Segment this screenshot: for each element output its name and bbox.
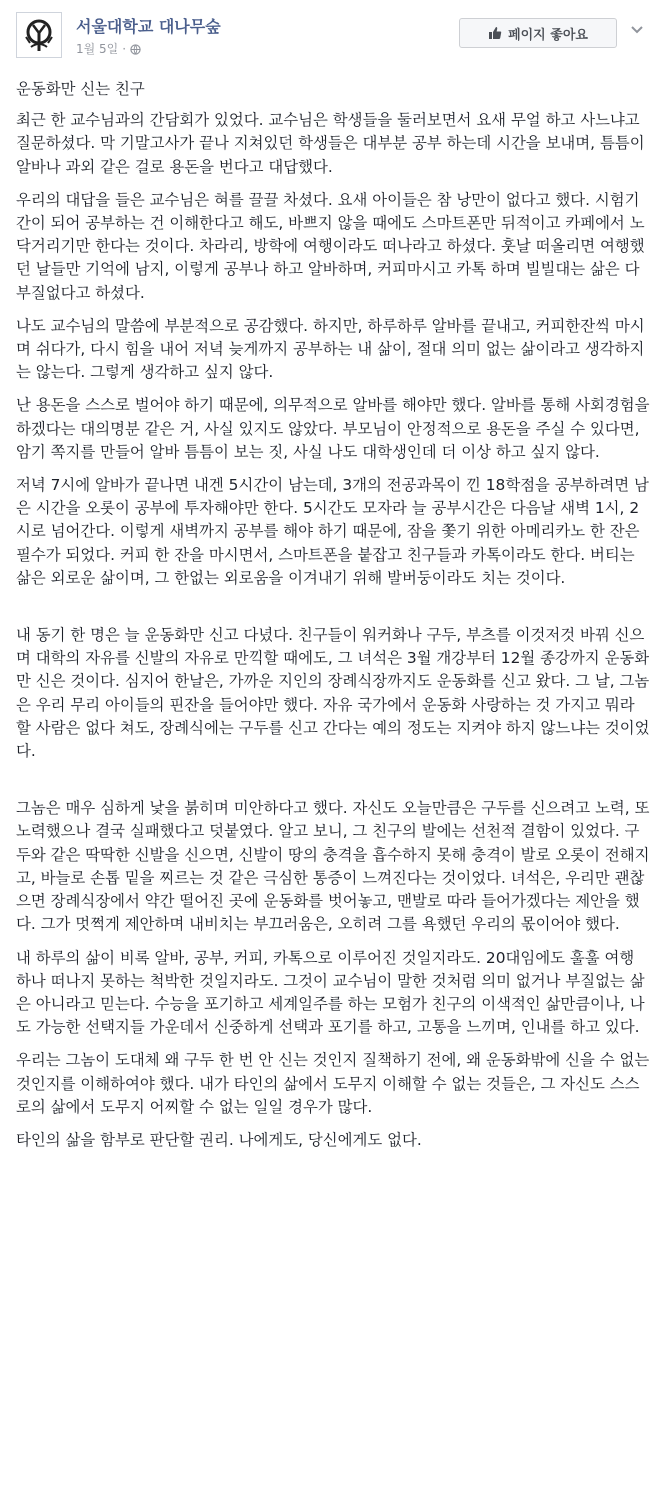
post-paragraph-9: 우리는 그놈이 도대체 왜 구두 한 번 안 신는 것인지 질책하기 전에, 왜 운동화밖에 신을 수 없는 것인지를 이해하여야 했다. 내가 타인의 삶에서 도무지 이해할 수 없는 것들은, 그 자신도 스스로의 삶에서 도무지 어찌할 수 없는 일일 경우가 많다.: [16, 1051, 650, 1116]
post-paragraph-5: 저녁 7시에 알바가 끝나면 내겐 5시간이 남는데, 3개의 전공과목이 낀 18학점을 공부하려면 남은 시간을 오롯이 공부에 투자해야만 한다. 5시간도 모자라 늘 공부시간은 다음날 새벽 1시, 2시로 넘어간다. 이렇게 새벽까지 공부를 해야 하기 때문에, 잠을 쫓기 위한 아메리카노 한 잔은 필수가 되었다. 커피 한 잔을 마시면서, 스마트폰을 붙잡고 친구들과 카톡이라도 한다. 버티는 삶은 외로운 삶이며, 그 한없는 외로움을 이겨내기 위해 발버둥이라도 치는 것이다.: [16, 476, 649, 587]
bamboo-logo-icon: [17, 13, 61, 57]
post-paragraph-7: 그놈은 매우 심하게 낯을 붉히며 미안하다고 했다. 자신도 오늘만큼은 구두를 신으려고 노력, 또 노력했으나 결국 실패했다고 덧붙였다. 알고 보니, 그 친구의 발에는 선천적 결함이 있었다. 구두와 같은 딱딱한 신발을 신으면, 신발이 땅의 충격을 흡수하지 못해 충격이 발로 오롯이 전해지고, 바늘로 손톱 밑을 찌르는 것 같은 극심한 통증이 느껴진다는 것이었다. 녀석은, 우리만 괜찮으면 장례식장에서 약간 떨어진 곳에 운동화를 벗어놓고, 맨발로 따라 들어가겠다는 제안을 했다. 그가 멋쩍게 제안하며 내비치는 부끄러움은, 오히려 그를 욕했던 우리의 몫이어야 했다.: [16, 799, 650, 934]
post-paragraph-2: 우리의 대답을 들은 교수님은 혀를 끌끌 차셨다. 요새 아이들은 참 낭만이 없다고 했다. 시험기간이 되어 공부하는 건 이해한다고 해도, 바쁘지 않을 때에도 스마트폰만 뒤적이고 카페에서 노닥거리기만 한다는 것이다. 차라리, 방학에 여행이라도 떠나라고 하셨다. 훗날 떠올리면 여행했던 날들만 기억에 남지, 이렇게 공부나 하고 알바하며, 커피마시고 카톡 하며 빌빌대는 삶은 다 부질없다고 하셨다.: [16, 190, 645, 302]
post-paragraph-6: 내 동기 한 명은 늘 운동화만 신고 다녔다. 친구들이 워커화나 구두, 부츠를 이것저것 바꿔 신으며 대학의 자유를 신발의 자유로 만끽할 때에도, 그 녀석은 3월 개강부터 12월 종강까지 운동화만 신은 것이다. 심지어 한날은, 가까운 지인의 장례식장까지도 운동화를 신고 왔다. 그 날, 그놈은 우리 무리 아이들의 핀잔을 들어야만 했다. 자유 국가에서 운동화 사랑하는 것 가지고 뭐라 할 사람은 없다 쳐도, 장례식에는 구두를 신고 간다는 예의 정도는 지켜야 하지 않느냐는 것이었다.: [16, 626, 650, 761]
page-like-label: 페이지 좋아요: [508, 27, 588, 43]
post-paragraph-3: 나도 교수님의 말씀에 부분적으로 공감했다. 하지만, 하루하루 알바를 끝내고, 커피한잔씩 마시며 쉬다가, 다시 힘을 내어 저녁 늦게까지 공부하는 내 삶이, 절대 의미 없는 삶이라고 생각하지는 않는다. 그렇게 생각하고 싶지 않다.: [16, 316, 645, 382]
post-date[interactable]: 1월 5일: [76, 42, 119, 56]
post-content: [16, 78, 651, 1152]
page-like-button[interactable]: [459, 18, 617, 48]
meta-separator: ·: [122, 42, 127, 56]
page-name-link[interactable]: 서울대학교 대나무숲: [76, 17, 221, 36]
thumbs-up-icon: [488, 26, 502, 40]
page-avatar[interactable]: [16, 12, 62, 58]
post-paragraph-4: 난 용돈을 스스로 벌어야 하기 때문에, 의무적으로 알바를 해야만 했다. 알바를 통해 사회경험을 하겠다는 대의명분 같은 거, 사실 있지도 않았다. 부모님이 안정적으로 용돈을 주실 수 있다면, 암기 쪽지를 만들어 알바 틈틈이 보는 짓, 사실 나도 대학생인데 더 이상 하고 싶지 않다.: [16, 396, 650, 461]
globe-icon: [130, 44, 141, 55]
post-title: 운동화만 신는 친구: [16, 80, 145, 98]
post-meta: [76, 40, 141, 57]
post-paragraph-1: 최근 한 교수님과의 간담회가 있었다. 교수님은 학생들을 둘러보면서 요새 무얼 하고 사느냐고 질문하셨다. 막 기말고사가 끝나 지쳐있던 학생들은 대부분 공부 하는데 시간을 보내며, 틈틈이 알바나 과외 같은 걸로 용돈을 번다고 대답했다.: [16, 111, 645, 176]
post-header: [16, 10, 649, 60]
post-paragraph-8: 내 하루의 삶이 비록 알바, 공부, 커피, 카톡으로 이루어진 것일지라도. 20대임에도 훌훌 여행 하나 떠나지 못하는 척박한 것일지라도. 그것이 교수님이 말한 것처럼 의미 없거나 부질없는 삶은 아니라고 믿는다. 수능을 포기하고 세계일주를 하는 모험가 친구의 이색적인 삶만큼이나, 나도 가능한 선택지들 가운데서 신중하게 선택과 포기를 하고, 고통을 느끼며, 인내를 하고 있다.: [16, 948, 645, 1037]
post-paragraph-10: 타인의 삶을 함부로 판단할 권리. 나에게도, 당신에게도 없다.: [16, 1130, 422, 1149]
chevron-down-icon[interactable]: [627, 20, 647, 40]
